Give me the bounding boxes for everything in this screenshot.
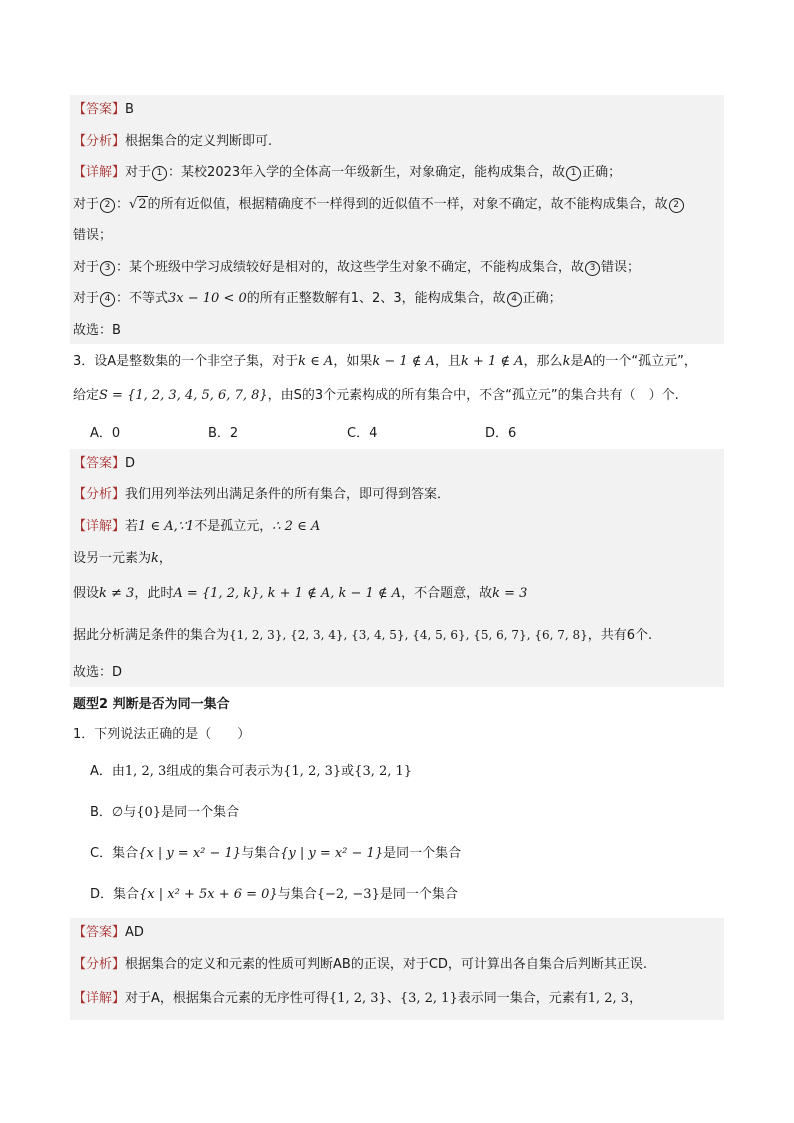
q3-solution-block: [70, 449, 724, 687]
q3-detail-line-2: 设另一元素为k，: [73, 551, 172, 566]
q3-option-c: C．4: [347, 426, 378, 441]
q2-detail-line-2: 对于 2 ：√2的所有近似值，根据精确度不一样得到的近似值不一样，对象不确定，故不能构成集合，故 2: [73, 196, 685, 214]
q3-detail-line-1: 【详解】若1 ∈ A,∵1不是孤立元，∴ 2 ∈ A: [73, 519, 321, 534]
type2-q1-stem: 1．下列说法正确的是（ ）: [73, 727, 251, 742]
type2-detail-line-1: 【详解】对于A，根据集合元素的无序性可得{1, 2, 3}、{3, 2, 1}表示同一集合，元素有1, 2, 3，: [73, 991, 643, 1006]
circled-number: 3: [100, 261, 115, 276]
type2-option-d: D．集合{x | x² + 5x + 6 = 0}与集合{−2, −3}是同一个集合: [90, 887, 458, 902]
q3-option-d: D．6: [485, 426, 517, 441]
q3-detail-line-3: 假设k ≠ 3，此时A = {1, 2, k}, k + 1 ∉ A, k − 1 ∉ A，不合题意，故k = 3: [73, 586, 528, 601]
type2-answer-line: 【答案】AD: [73, 925, 144, 940]
circled-number: 1: [152, 166, 167, 181]
q3-option-b: B．2: [208, 426, 239, 441]
section-heading: 题型2 判断是否为同一集合: [73, 697, 230, 712]
circled-number: 1: [566, 166, 581, 181]
circled-number: 4: [100, 292, 115, 307]
detail-tag: 【详解】: [73, 991, 126, 1006]
circled-number: 2: [669, 198, 684, 213]
circled-number: 4: [507, 292, 522, 307]
q3-option-a: A．0: [90, 426, 121, 441]
q3-stem-line-1: 3．设A是整数集的一个非空子集，对于k ∈ A，如果k − 1 ∉ A，且k + 1 ∉ A，那么k是A的一个“孤立元”，: [73, 354, 697, 369]
type2-analysis-line: 【分析】根据集合的定义和元素的性质可判断AB的正误，对于CD，可计算出各自集合后判断其正误.: [73, 957, 648, 972]
q2-detail-line-2b: 错误；: [73, 228, 113, 243]
q2-detail-line-3: 对于 3 ：某个班级中学习成绩较好是相对的，故这些学生对象不确定，不能构成集合，故 3 错误；: [73, 260, 641, 275]
q2-answer-line: 【答案】B: [73, 102, 134, 117]
circled-number: 3: [585, 261, 600, 276]
circled-number: 2: [100, 198, 115, 213]
sqrt-expression: √2: [129, 197, 147, 212]
answer-tag: 【答案】: [73, 102, 126, 117]
q2-analysis-line: 【分析】根据集合的定义判断即可.: [73, 134, 273, 149]
q2-detail-line-1: 【详解】对于 1 ：某校2023年入学的全体高一年级新生，对象确定，能构成集合，故 1 正确；: [73, 165, 622, 180]
detail-tag: 【详解】: [73, 165, 126, 180]
type2-option-b: B．∅与{0}是同一个集合: [90, 805, 240, 820]
q3-stem-line-2: 给定S = {1, 2, 3, 4, 5, 6, 7, 8}，由S的3个元素构成的所有集合中，不含“孤立元”的集合共有（ ）个.: [73, 388, 679, 403]
q3-analysis-line: 【分析】我们用列举法列出满足条件的所有集合，即可得到答案．: [73, 487, 451, 502]
q2-choice-line: 故选：B: [73, 323, 121, 338]
q3-answer-line: 【答案】D: [73, 456, 136, 471]
analysis-tag: 【分析】: [73, 957, 126, 972]
type2-option-c: C．集合{x | y = x² − 1}与集合{y | y = x² − 1}是同一个集合: [90, 846, 462, 861]
type2-option-a: A．由1, 2, 3组成的集合可表示为{1, 2, 3}或{3, 2, 1}: [90, 764, 413, 779]
answer-tag: 【答案】: [73, 925, 126, 940]
analysis-tag: 【分析】: [73, 487, 126, 502]
analysis-tag: 【分析】: [73, 134, 126, 149]
q3-detail-line-4: 据此分析满足条件的集合为{1, 2, 3}, {2, 3, 4}, {3, 4, 5}, {4, 5, 6}, {5, 6, 7}, {6, 7, 8}，共有6个.: [73, 628, 653, 643]
q2-detail-line-4: 对于 4 ：不等式3x − 10 < 0的所有正整数解有1、2、3，能构成集合，故 4 正确；: [73, 291, 562, 306]
detail-tag: 【详解】: [73, 519, 126, 534]
answer-tag: 【答案】: [73, 456, 126, 471]
q3-choice-line: 故选：D: [73, 665, 123, 680]
